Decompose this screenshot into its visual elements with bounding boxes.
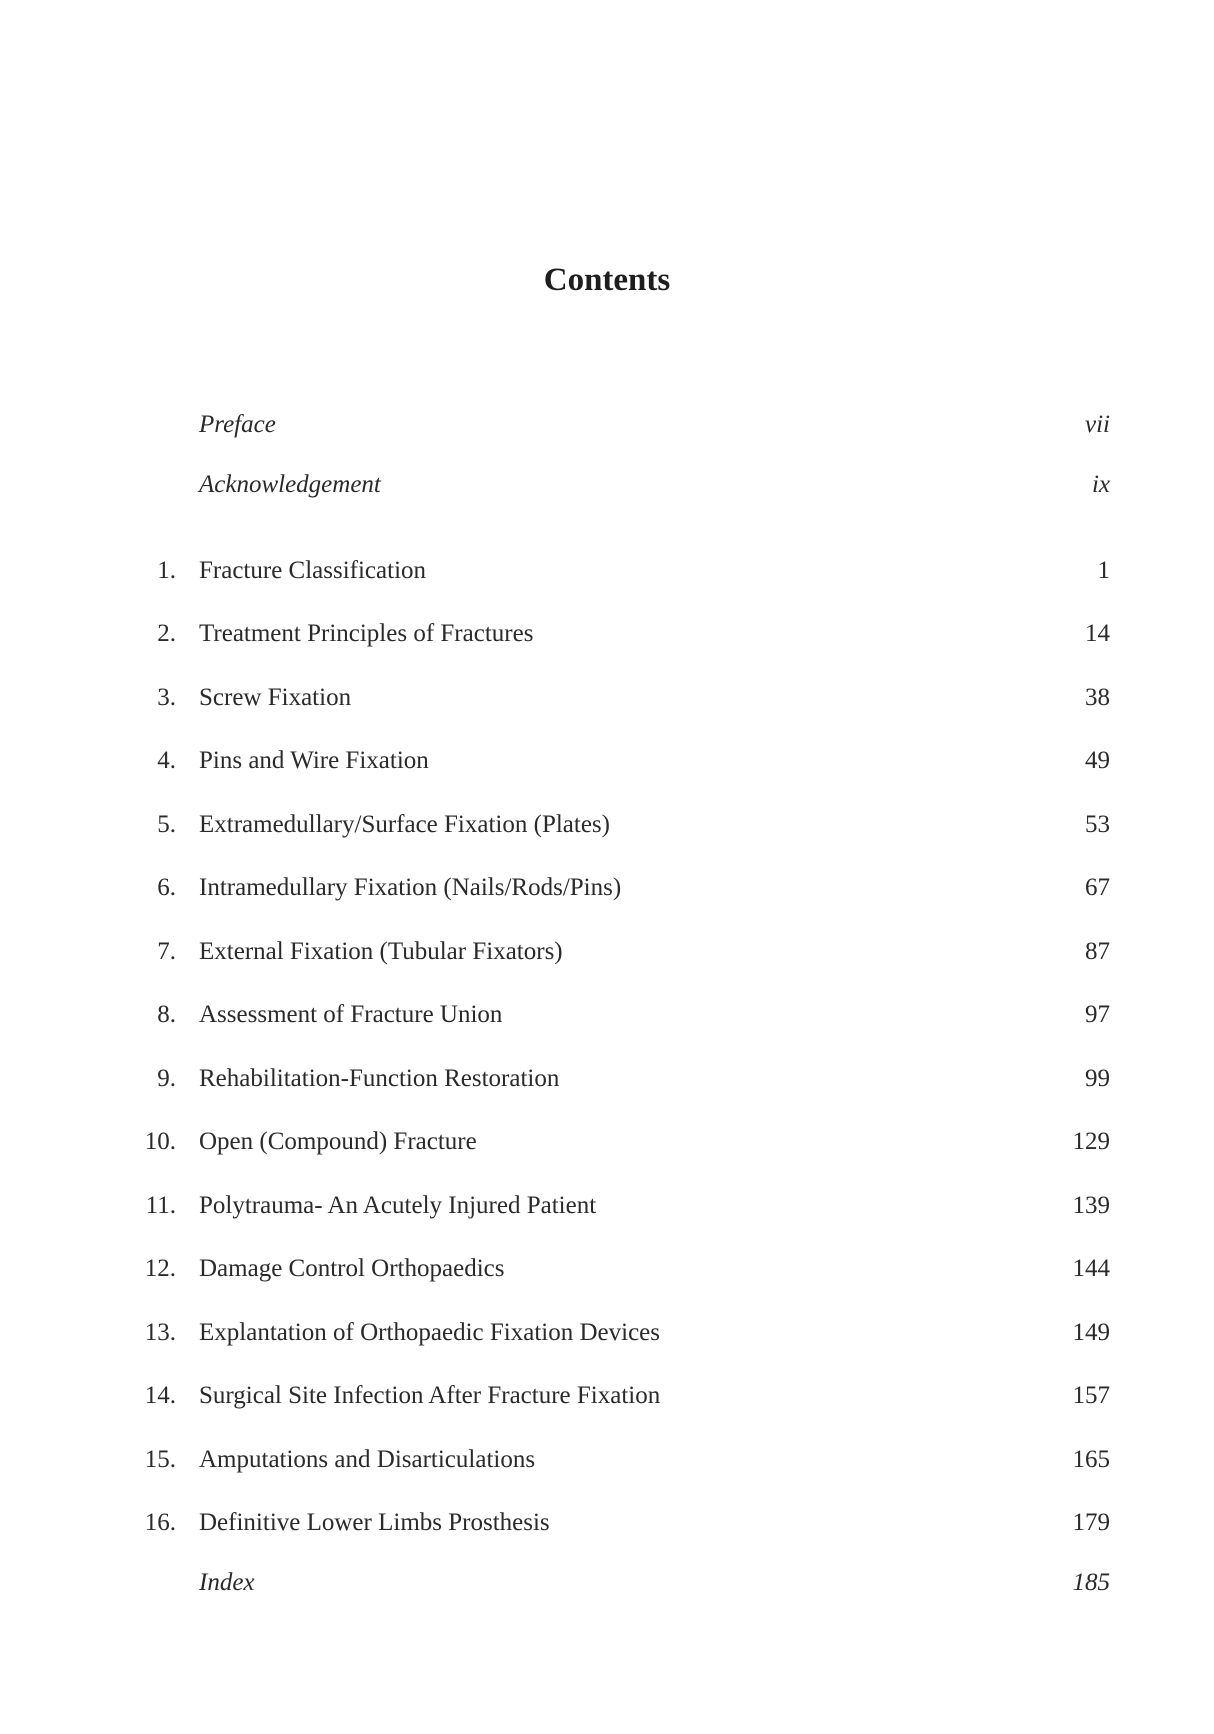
toc-entry-chapter-10	[0, 1122, 1214, 1162]
toc-entry-chapter-8	[0, 995, 1214, 1035]
toc-entry-title: Definitive Lower Limbs Prosthesis	[199, 1509, 550, 1536]
toc-entry-title: Acknowledgement	[199, 471, 381, 498]
toc-entry-number: 7.	[157, 938, 176, 965]
toc-entry-page: 139	[1072, 1192, 1110, 1219]
toc-entry-number: 3.	[157, 684, 176, 711]
toc-entry-page: ix	[1091, 471, 1110, 498]
toc-entry-title: Fracture Classification	[199, 557, 427, 584]
toc-entry-title: Open (Compound) Fracture	[199, 1128, 477, 1155]
toc-entry-acknowledgement	[0, 465, 1214, 505]
toc-entry-title: Assessment of Fracture Union	[199, 1001, 503, 1028]
toc-entry-title: External Fixation (Tubular Fixators)	[199, 938, 563, 965]
toc-entry-page: 67	[1085, 874, 1110, 901]
toc-entry-chapter-1	[0, 551, 1214, 591]
toc-entry-page: 14	[1085, 620, 1110, 647]
toc-entry-page: 1	[1097, 557, 1110, 584]
toc-entry-title: Rehabilitation-Function Restoration	[199, 1065, 560, 1092]
toc-entry-number: 13.	[144, 1319, 176, 1346]
toc-entry-page: 157	[1072, 1382, 1110, 1409]
toc-entry-title: Explantation of Orthopaedic Fixation Devices	[199, 1319, 660, 1346]
toc-entry-chapter-16	[0, 1503, 1214, 1543]
toc-entry-title: Intramedullary Fixation (Nails/Rods/Pins)	[199, 874, 622, 901]
toc-entry-number: 1.	[157, 557, 176, 584]
toc-entry-title: Screw Fixation	[199, 684, 352, 711]
toc-entry-title: Surgical Site Infection After Fracture Fixation	[199, 1382, 661, 1409]
toc-entry-page: 53	[1085, 811, 1110, 838]
toc-entry-title: Extramedullary/Surface Fixation (Plates)	[199, 811, 610, 838]
toc-entry-title: Pins and Wire Fixation	[199, 747, 429, 774]
toc-entry-chapter-12	[0, 1249, 1214, 1289]
toc-entry-chapter-5	[0, 805, 1214, 845]
toc-entry-number: 8.	[157, 1001, 176, 1028]
toc-entry-chapter-15	[0, 1440, 1214, 1480]
toc-entry-page: 185	[1072, 1569, 1110, 1596]
toc-entry-number: 6.	[157, 874, 176, 901]
toc-entry-page: 144	[1072, 1255, 1110, 1282]
toc-entry-number: 16.	[144, 1509, 176, 1536]
toc-entry-number: 4.	[157, 747, 176, 774]
toc-entry-chapter-9	[0, 1059, 1214, 1099]
toc-entry-page: 149	[1072, 1319, 1110, 1346]
toc-entry-index	[0, 1563, 1214, 1603]
toc-entry-page: 97	[1085, 1001, 1110, 1028]
toc-entry-title: Index	[199, 1569, 255, 1596]
toc-entry-page: 179	[1072, 1509, 1110, 1536]
toc-entry-chapter-6	[0, 868, 1214, 908]
toc-entry-number: 9.	[157, 1065, 176, 1092]
toc-entry-page: 165	[1072, 1446, 1110, 1473]
toc-entry-title: Amputations and Disarticulations	[199, 1446, 536, 1473]
toc-entry-title: Damage Control Orthopaedics	[199, 1255, 505, 1282]
toc-entry-number: 11.	[145, 1192, 176, 1219]
toc-entry-chapter-2	[0, 614, 1214, 654]
toc-entry-preface	[0, 405, 1214, 445]
toc-entry-page: 87	[1085, 938, 1110, 965]
toc-entry-page: 49	[1085, 747, 1110, 774]
toc-entry-title: Preface	[199, 411, 276, 438]
toc-entry-chapter-7	[0, 932, 1214, 972]
toc-entry-title: Treatment Principles of Fractures	[199, 620, 534, 647]
toc-entry-page: 99	[1085, 1065, 1110, 1092]
toc-entry-chapter-3	[0, 678, 1214, 718]
page-title: Contents	[543, 262, 671, 298]
toc-entry-number: 10.	[144, 1128, 176, 1155]
toc-entry-chapter-11	[0, 1186, 1214, 1226]
toc-entry-chapter-14	[0, 1376, 1214, 1416]
toc-entry-page: 129	[1072, 1128, 1110, 1155]
toc-entry-number: 14.	[144, 1382, 176, 1409]
toc-entry-number: 12.	[144, 1255, 176, 1282]
toc-entry-title: Polytrauma- An Acutely Injured Patient	[199, 1192, 597, 1219]
toc-entry-page: vii	[1085, 411, 1110, 438]
toc-entry-number: 2.	[157, 620, 176, 647]
toc-entry-number: 5.	[157, 811, 176, 838]
toc-entry-page: 38	[1085, 684, 1110, 711]
toc-entry-chapter-4	[0, 741, 1214, 781]
toc-entry-chapter-13	[0, 1313, 1214, 1353]
toc-entry-number: 15.	[144, 1446, 176, 1473]
